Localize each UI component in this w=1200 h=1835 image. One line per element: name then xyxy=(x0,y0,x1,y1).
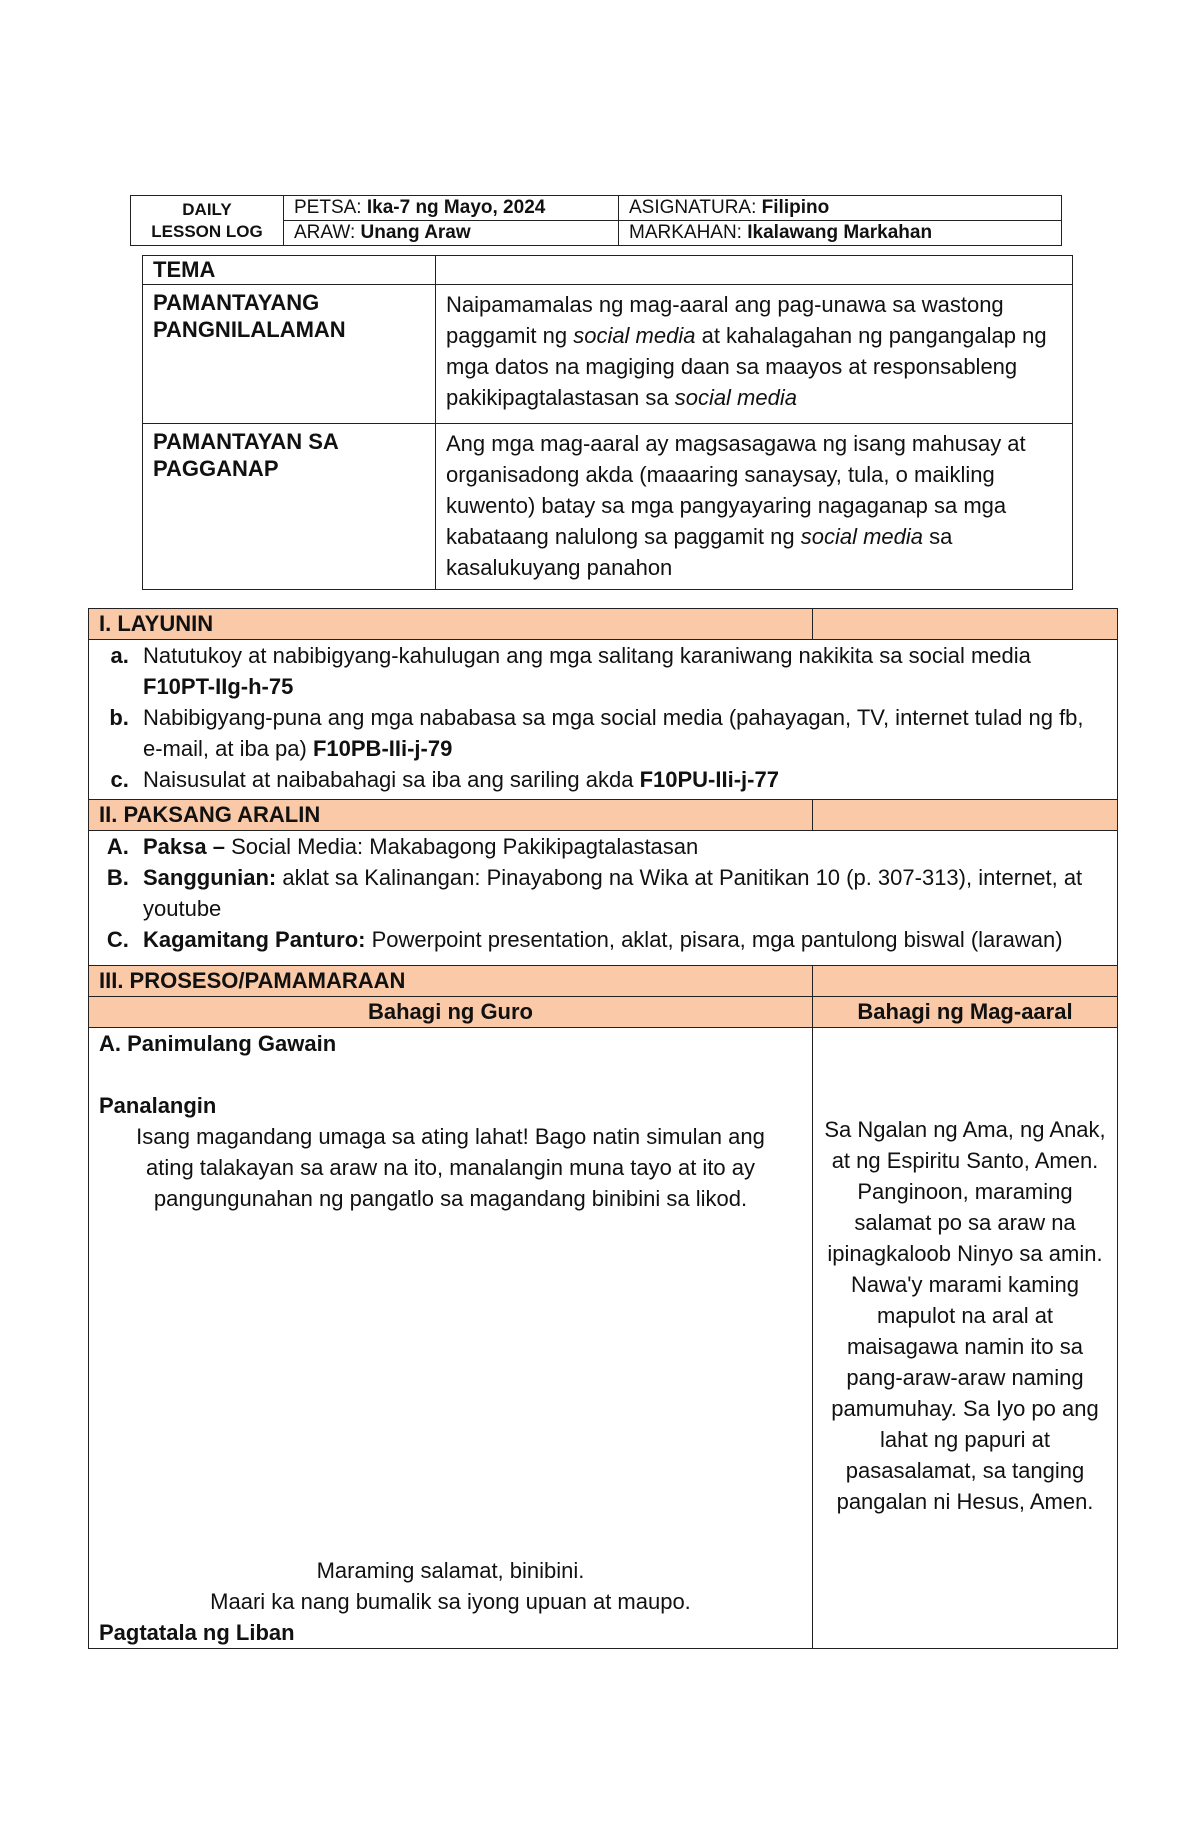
paksa-list xyxy=(99,831,1107,955)
paksa-item-a-text: Social Media: Makabagong Pakikipagtalastasan xyxy=(224,834,699,859)
araw-label: ARAW: xyxy=(294,222,361,243)
paksa-item-a xyxy=(135,831,1107,862)
spacer xyxy=(99,1059,802,1090)
layunin-item-b-text: Nabibigyang-puna ang mga nababasa sa mga social media (pahayagan, TV, internet tulad ng fb, e-mail, at iba pa) xyxy=(143,705,1084,761)
pagganap-label-line2: PAGGANAP xyxy=(153,456,279,481)
tema-value xyxy=(436,256,1073,285)
daily-lesson-log-cell xyxy=(131,196,284,246)
markahan-label: MARKAHAN: xyxy=(629,222,748,243)
paksa-item-c xyxy=(135,924,1107,955)
pagtatala-text: Pagtatala ng Liban xyxy=(99,1620,295,1645)
paksa-item-b-label: Sanggunian: xyxy=(143,865,277,890)
petsa-cell xyxy=(284,196,619,221)
pagganap-part1: Ang mga mag-aaral ay magsasagawa ng isang mahusay at organisadong akda (maaaring sanaysay, tula, o maikling kuwento) batay sa mga pangyayaring nagaganap sa mga kabataang nalulong sa paggamit ng xyxy=(446,431,1026,549)
layunin-item-a-code: F10PT-IIg-h-75 xyxy=(143,674,294,699)
panimula-heading xyxy=(99,1028,802,1059)
pagganap-label xyxy=(143,424,436,590)
pangnilalaman-text xyxy=(436,285,1073,424)
paksa-item-c-text: Powerpoint presentation, aklat, pisara, mga pantulong biswal (larawan) xyxy=(365,927,1063,952)
layunin-item-a xyxy=(135,640,1107,702)
salamat-line2: Maari ka nang bumalik sa iyong upuan at maupo. xyxy=(210,1589,691,1614)
proseso-heading: III. PROSESO/PAMAMARAAN xyxy=(89,966,813,997)
guro-panalangin-text: Isang magandang umaga sa ating lahat! Bago natin simulan ang ating talakayan sa araw na ito, manalangin muna tayo at ito ay pangungunahan ng pangatlo sa magandang binibini sa likod. xyxy=(136,1124,765,1211)
panimula-text: A. Panimulang Gawain xyxy=(99,1031,337,1056)
layunin-list-cell xyxy=(89,640,1118,800)
pangnilalaman-label-line2: PANGNILALAMAN xyxy=(153,317,346,342)
paksa-item-a-label: Paksa – xyxy=(143,834,225,859)
col-magaaral-header: Bahagi ng Mag-aaral xyxy=(813,997,1118,1028)
panalangin-text: Panalangin xyxy=(99,1093,217,1118)
layunin-item-b-code: F10PB-IIi-j-79 xyxy=(312,736,453,761)
paksa-heading-right xyxy=(813,800,1118,831)
dll-line2: LESSON LOG xyxy=(151,221,263,241)
header-table xyxy=(130,195,1062,246)
layunin-item-b xyxy=(135,702,1107,764)
tema-label: TEMA xyxy=(143,256,436,285)
layunin-heading-right xyxy=(813,609,1118,640)
pangnilalaman-part3: at kahalagahan ng pangangalap ng mga datos na magiging daan sa maayos at responsableng pakikipagtalastasan sa xyxy=(446,323,1047,410)
asignatura-cell xyxy=(619,196,1062,221)
layunin-list xyxy=(99,640,1107,795)
pagganap-part2: social media xyxy=(800,524,923,549)
paksa-item-c-label: Kagamitang Panturo: xyxy=(143,927,366,952)
pangnilalaman-label xyxy=(143,285,436,424)
layunin-item-c-text: Naisusulat at naibabahagi sa iba ang sariling akda xyxy=(143,767,640,792)
paksa-heading: II. PAKSANG ARALIN xyxy=(89,800,813,831)
pagganap-text xyxy=(436,424,1073,590)
markahan-cell xyxy=(619,221,1062,246)
main-table xyxy=(88,608,1118,1649)
panalangin-heading xyxy=(99,1090,802,1121)
pagganap-label-line1: PAMANTAYAN SA xyxy=(153,429,339,454)
pangnilalaman-part2: social media xyxy=(573,323,696,348)
layunin-item-c-code: F10PU-IIi-j-77 xyxy=(639,767,779,792)
magaaral-panalangin-text: Sa Ngalan ng Ama, ng Anak, at ng Espiritu Santo, Amen. Panginoon, maraming salamat po sa araw na ipinagkaloob Ninyo sa amin. Nawa'y marami kaming mapulot na aral at maisagawa namin ito sa pang-araw-araw naming pamumuhay. Sa Iyo po ang lahat ng papuri at pasasalamat, sa tanging pangalan ni Hesus, Amen. xyxy=(824,1117,1106,1514)
pangnilalaman-part1: Naipamamalas ng mag-aaral ang pag-unawa sa wastong paggamit ng xyxy=(446,292,1004,348)
asignatura-label: ASIGNATURA: xyxy=(629,197,762,218)
dll-line1: DAILY xyxy=(182,199,232,219)
magaaral-cell xyxy=(813,1028,1118,1649)
pagganap-part3: sa kasalukuyang panahon xyxy=(446,524,953,580)
petsa-label: PETSA: xyxy=(294,197,367,218)
layunin-item-c xyxy=(135,764,1107,795)
pangnilalaman-label-line1: PAMANTAYANG xyxy=(153,290,320,315)
guro-cell xyxy=(89,1028,813,1649)
col-guro-header: Bahagi ng Guro xyxy=(89,997,813,1028)
markahan-value: Ikalawang Markahan xyxy=(747,222,933,243)
proseso-heading-right xyxy=(813,966,1118,997)
petsa-value: Ika-7 ng Mayo, 2024 xyxy=(366,197,546,218)
layunin-item-a-text: Natutukoy at nabibigyang-kahulugan ang mga salitang karaniwang nakikita sa social media xyxy=(143,643,1031,668)
layunin-heading: I. LAYUNIN xyxy=(89,609,813,640)
standards-table xyxy=(142,255,1073,590)
araw-value: Unang Araw xyxy=(360,222,471,243)
guro-closing xyxy=(99,1555,802,1648)
salamat-line1: Maraming salamat, binibini. xyxy=(316,1558,585,1583)
asignatura-value: Filipino xyxy=(761,197,830,218)
araw-cell xyxy=(284,221,619,246)
pagtatala-heading xyxy=(99,1617,802,1648)
paksa-item-b-text: aklat sa Kalinangan: Pinayabong na Wika at Panitikan 10 (p. 307-313), internet, at youtube xyxy=(143,865,1083,921)
paksa-list-cell xyxy=(89,831,1118,966)
paksa-item-b xyxy=(135,862,1107,924)
pangnilalaman-part4: social media xyxy=(674,385,797,410)
